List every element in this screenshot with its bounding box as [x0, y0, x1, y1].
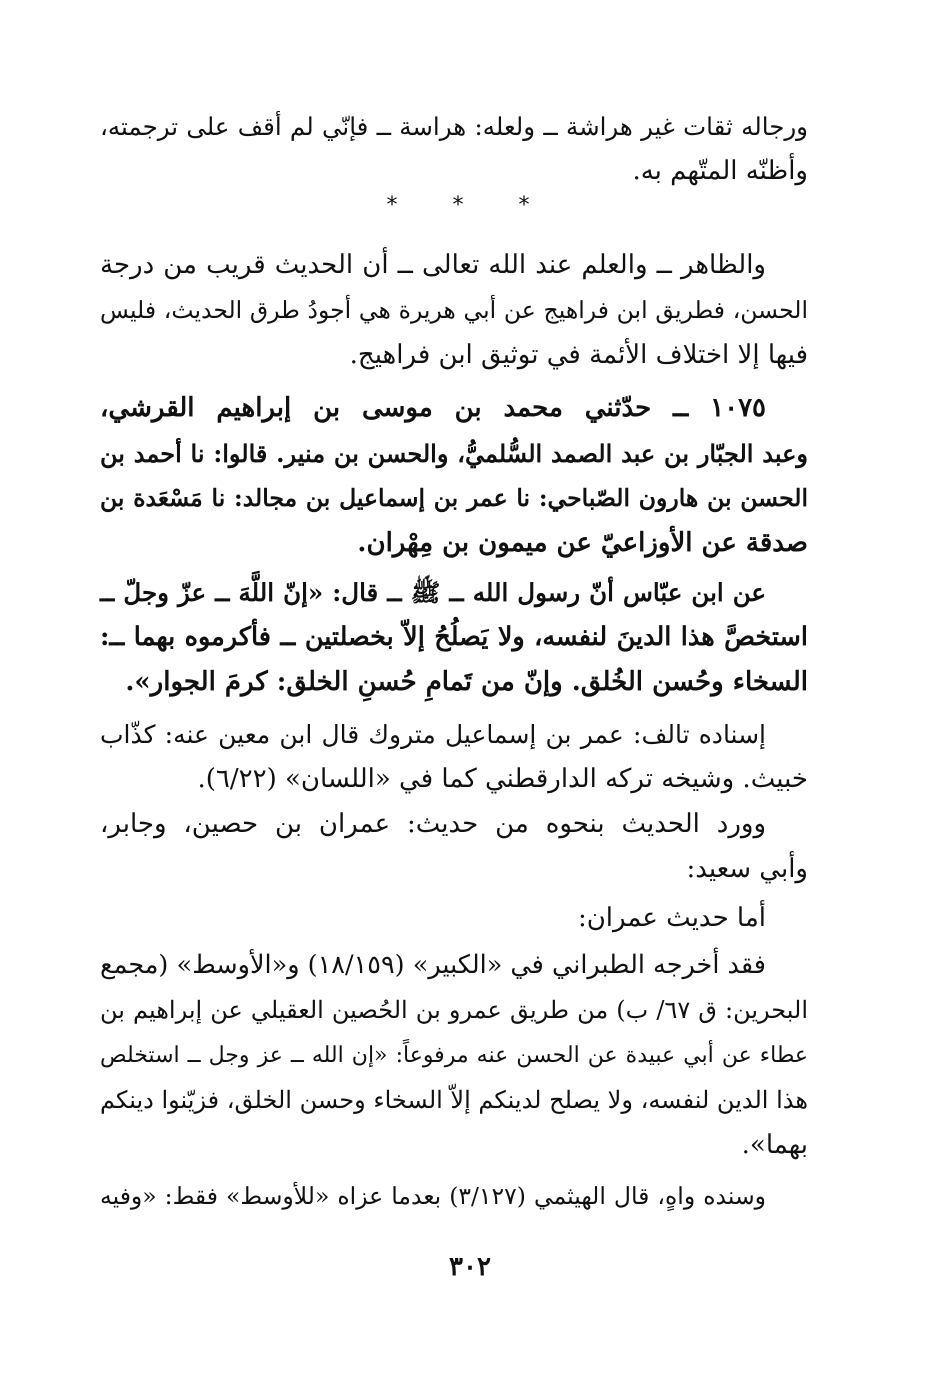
text-line: وورد الحديث بنحوه من حديث: عمران بن حصين، وجابر،: [100, 809, 766, 839]
page-number: ٣٠٢: [449, 1252, 491, 1282]
paragraph-other-narrations: [100, 802, 808, 892]
text-line: فيها إلا اختلاف الأئمة في توثيق ابن فراهيج.: [349, 340, 808, 370]
text-line: الحسن بن هارون الصّباحي: نا عمر بن إسماعيل بن مجالد: نا مَسْعَدة بن: [100, 484, 808, 512]
text-line: وعبد الجبّار بن عبد الصمد السُّلميُّ، والحسن بن منير. قالوا: نا أحمد بن: [100, 439, 808, 468]
paragraph-narrators: [100, 104, 808, 194]
paragraph-imran: [100, 943, 808, 1168]
text-line: ورجاله ثقات غير هراشة ــ ولعله: هراسة ــ فإنّي لم أقف على ترجمته،: [100, 112, 808, 141]
text-line: فقد أخرجه الطبراني في «الكبير» (١٨/١٥٩) و«الأوسط» (مجمع: [100, 950, 766, 980]
hadith-1075-isnad: [100, 386, 808, 566]
paragraph-verdict: [100, 243, 808, 378]
text-line: وأبي سعيد:: [686, 854, 808, 884]
text-line: الحسن، فطريق ابن فراهيج عن أبي هريرة هي أجودُ طرق الحديث، فليس: [100, 296, 808, 324]
text-line: وأظنّه المتّهم به.: [632, 156, 808, 186]
text-line: أما حديث عمران:: [577, 903, 766, 933]
text-line: صدقة عن الأوزاعيّ عن ميمون بن مِهْران.: [357, 528, 808, 558]
text-line: خبيث. وشيخه تركه الدارقطني كما في «اللسان» (٦/٢٢).: [197, 764, 808, 794]
text-line: إسناده تالف: عمر بن إسماعيل متروك قال ابن معين عنه: كذّاب: [100, 720, 766, 749]
text-line: بهما».: [741, 1130, 808, 1160]
text-line: ١٠٧٥ ــ حدّثني محمد بن موسى بن إبراهيم القرشي،: [100, 393, 766, 423]
text-line: عن ابن عبّاس أنّ رسول الله ــ ﷺ ــ قال: «إنّ اللَّهَ ــ عزّ وجلّ ــ: [100, 578, 766, 607]
paragraph-haythami: [100, 1174, 808, 1219]
text-line: السخاء وحُسن الخُلق. وإنّ من تَمامِ حُسنِ الخلق: كرمَ الجوار».: [125, 667, 808, 697]
text-line: وسنده واهٍ، قال الهيثمي (٣/١٢٧) بعدما عزاه «للأوسط» فقط: «وفيه: [100, 1182, 766, 1210]
hadith-1075-matn: [100, 570, 808, 705]
section-separator: * * *: [386, 193, 554, 218]
text-line: هذا الدين لنفسه، ولا يصلح لدينكم إلاّ السخاء وحسن الخلق، فزيّنوا دينكم: [99, 1086, 808, 1114]
text-line: البحرين: ق ٦٧/ ب) من طريق عمرو بن الحُصين العقيلي عن إبراهيم بن: [100, 996, 809, 1024]
text-line: عطاء عن أبي عبيدة عن الحسن عنه مرفوعاً: «إن الله ــ عز وجل ــ استخلص: [100, 1043, 808, 1068]
text-line: والظاهر ــ والعلم عند الله تعالى ــ أن الحديث قريب من درجة: [100, 250, 766, 280]
paragraph-isnad-grading: [100, 712, 808, 802]
text-line: استخصَّ هذا الدينَ لنفسه، ولا يَصلُحُ إلاّ بخصلتين ــ فأكرموه بهما ــ:: [100, 622, 808, 652]
imran-heading: [100, 896, 808, 941]
